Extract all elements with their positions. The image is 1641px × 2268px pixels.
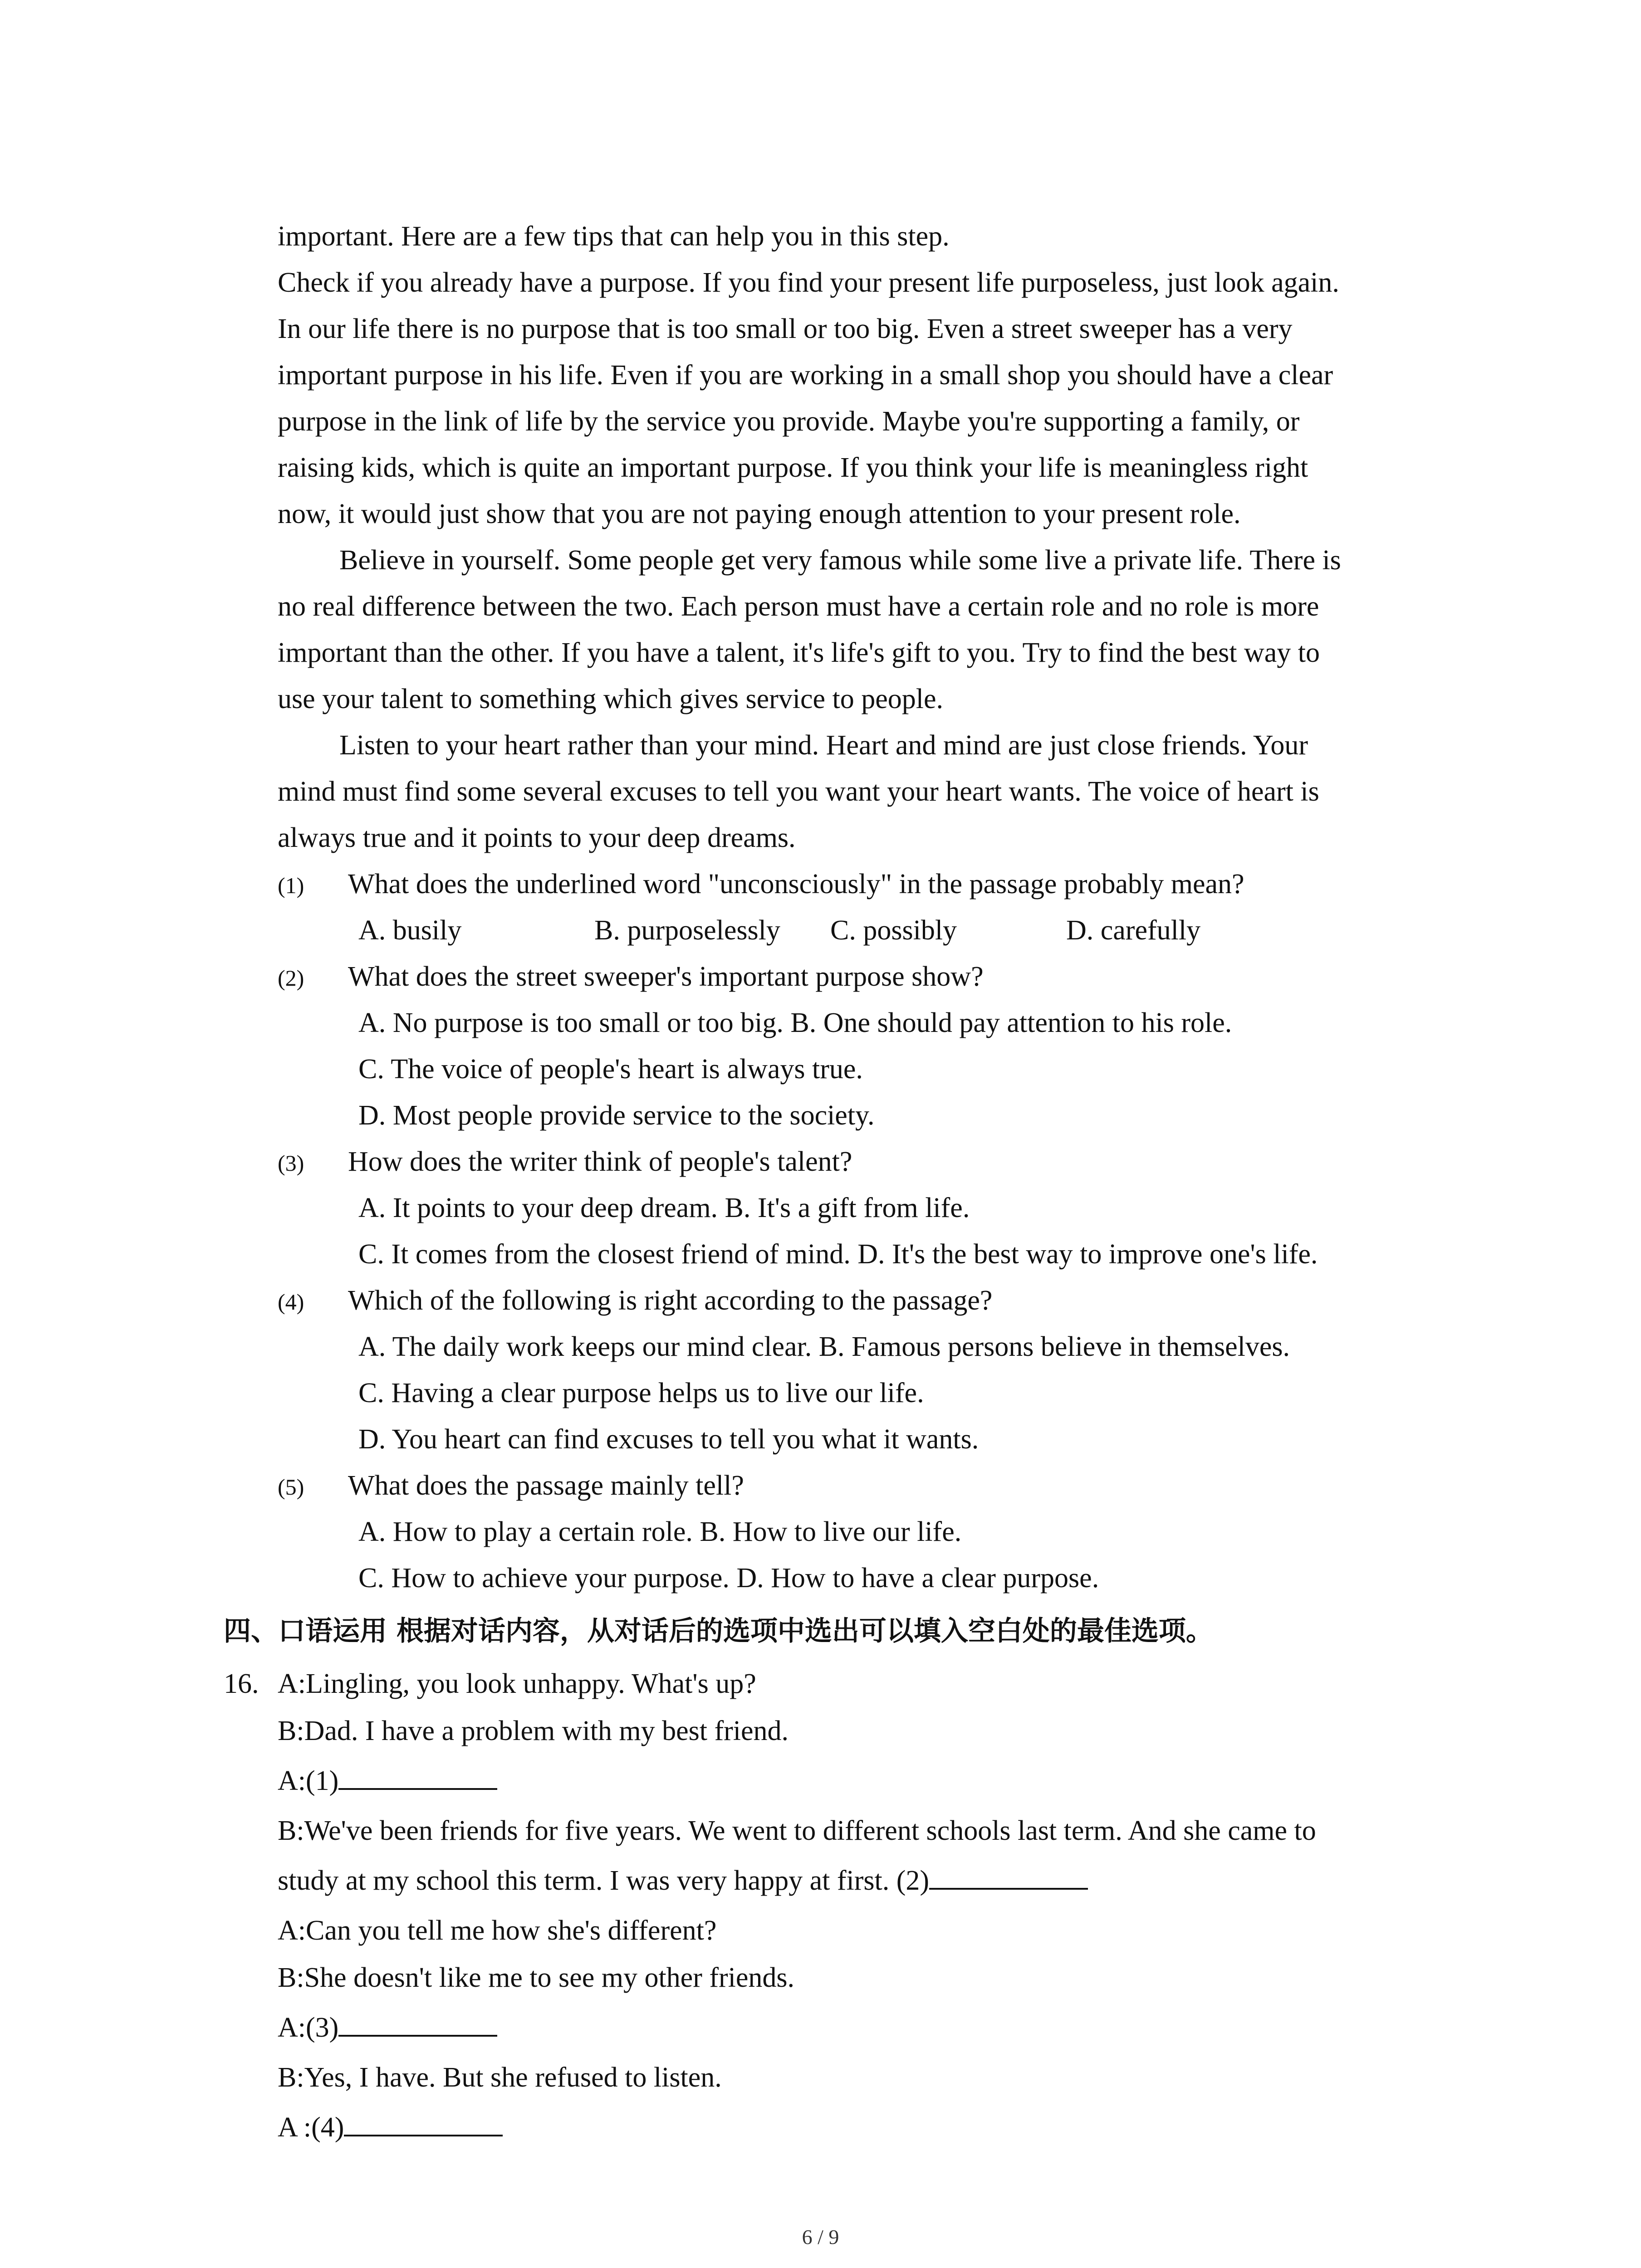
question-text: How does the writer think of people's talent?	[348, 1146, 852, 1177]
dialog-text: A:(1)	[278, 1765, 339, 1796]
passage-line: use your talent to something which gives service to people.	[278, 684, 943, 714]
passage-line: raising kids, which is quite an important purpose. If you think your life is meaningless right	[278, 452, 1308, 483]
dialog-line	[224, 2001, 1316, 2054]
dialog-text: B:Yes, I have. But she refused to listen.	[278, 2062, 722, 2093]
question-text: Which of the following is right according to the passage?	[348, 1285, 993, 1316]
answer-option-line[interactable]: C. Having a clear purpose helps us to live our life.	[358, 1378, 924, 1408]
question-number: (3)	[278, 1150, 304, 1176]
question-number: (1)	[278, 873, 304, 898]
question-text: What does the underlined word "unconsciously" in the passage probably mean?	[348, 869, 1244, 899]
passage-line: important purpose in his life. Even if you are working in a small shop you should have a clear	[278, 360, 1333, 391]
dialog-line	[224, 1854, 1316, 1907]
question-text: What does the street sweeper's important purpose show?	[348, 961, 984, 992]
page-number: 6 / 9	[802, 2225, 839, 2248]
passage-line: now, it would just show that you are not paying enough attention to your present role.	[278, 499, 1241, 529]
passage-line: purpose in the link of life by the service you provide. Maybe you're supporting a family, or	[278, 406, 1300, 437]
option-row	[358, 907, 1457, 953]
dialog-text: study at my school this term. I was very happy at first. (2)	[278, 1865, 930, 1896]
question-stem	[278, 953, 1457, 1000]
dialog-line	[224, 1807, 1316, 1854]
question-item	[278, 1139, 1457, 1277]
dialog-line	[224, 2101, 1316, 2154]
passage-line: Check if you already have a purpose. If you find your present life purposeless, just look again.	[278, 267, 1339, 298]
question-item	[278, 953, 1457, 1139]
answer-option-line[interactable]: A. How to play a certain role. B. How to live our life.	[358, 1516, 962, 1547]
dialog-text: B:Dad. I have a problem with my best friend.	[278, 1716, 789, 1746]
answer-options	[278, 1324, 1457, 1462]
question-stem	[278, 1139, 1457, 1185]
question-number: (2)	[278, 965, 304, 991]
answer-blank[interactable]	[338, 1764, 497, 1790]
answer-option[interactable]: D. carefully	[1066, 915, 1201, 946]
question-item	[278, 1462, 1457, 1601]
passage-line: important. Here are a few tips that can help you in this step.	[278, 221, 950, 252]
answer-options	[278, 1000, 1457, 1139]
passage-line: mind must find some several excuses to tell you want your heart wants. The voice of heart is	[278, 776, 1319, 807]
question-item	[278, 1277, 1457, 1462]
answer-option-line[interactable]: A. It points to your deep dream. B. It's a gift from life.	[358, 1193, 970, 1223]
dialog-text: B:She doesn't like me to see my other friends.	[278, 1962, 795, 1993]
question-number: (5)	[278, 1474, 304, 1500]
passage-line: important than the other. If you have a talent, it's life's gift to you. Try to find the best way to	[278, 637, 1320, 668]
dialog-line	[224, 2054, 1316, 2101]
dialog-line	[224, 1660, 1316, 1707]
reading-passage	[278, 213, 1457, 861]
answer-options	[278, 907, 1457, 953]
section-heading: 四、口语运用 根据对话内容，从对话后的选项中选出可以填入空白处的最佳选项。	[224, 1615, 1213, 1647]
dialog-text: A:Lingling, you look unhappy. What's up?	[278, 1668, 756, 1699]
answer-blank[interactable]	[338, 2010, 497, 2037]
answer-option-line[interactable]: C. It comes from the closest friend of mind. D. It's the best way to improve one's life.	[358, 1239, 1318, 1270]
answer-option-line[interactable]: D. Most people provide service to the society.	[358, 1100, 875, 1131]
question-stem	[278, 861, 1457, 907]
answer-option[interactable]: B. purposelessly	[594, 915, 780, 946]
question-number: 16.	[224, 1668, 259, 1699]
question-text: What does the passage mainly tell?	[348, 1470, 744, 1501]
dialog-text: A:Can you tell me how she's different?	[278, 1915, 717, 1946]
dialog-line	[224, 1907, 1316, 1954]
question-item	[278, 861, 1457, 953]
question-number: (4)	[278, 1289, 304, 1315]
dialog-line	[224, 1755, 1316, 1807]
passage-line: Believe in yourself. Some people get very famous while some live a private life. There is	[339, 545, 1341, 576]
answer-option[interactable]: C. possibly	[830, 915, 957, 946]
answer-option-line[interactable]: C. How to achieve your purpose. D. How to have a clear purpose.	[358, 1563, 1099, 1593]
passage-line: no real difference between the two. Each person must have a certain role and no role is more	[278, 591, 1319, 622]
answer-options	[278, 1509, 1457, 1601]
answer-option-line[interactable]: A. The daily work keeps our mind clear. B. Famous persons believe in themselves.	[358, 1331, 1290, 1362]
question-stem	[278, 1462, 1457, 1509]
dialog-question	[224, 1660, 1316, 2154]
passage-line: Listen to your heart rather than your mind. Heart and mind are just close friends. Your	[339, 730, 1308, 761]
reading-passage-section	[278, 213, 1457, 1601]
answer-option-line[interactable]: C. The voice of people's heart is always true.	[358, 1054, 863, 1085]
answer-blank[interactable]	[929, 1863, 1088, 1890]
passage-line: always true and it points to your deep dreams.	[278, 822, 796, 853]
dialog-text: A :(4)	[278, 2112, 344, 2143]
answer-option-line[interactable]: A. No purpose is too small or too big. B. One should pay attention to his role.	[358, 1007, 1232, 1038]
dialog-line	[224, 1954, 1316, 2001]
answer-option[interactable]: A. busily	[358, 915, 462, 946]
question-list	[278, 861, 1457, 1601]
question-stem	[278, 1277, 1457, 1324]
answer-blank[interactable]	[344, 2110, 503, 2136]
dialog-line	[224, 1707, 1316, 1755]
answer-options	[278, 1185, 1457, 1277]
answer-option-line[interactable]: D. You heart can find excuses to tell you what it wants.	[358, 1424, 979, 1455]
passage-line: In our life there is no purpose that is too small or too big. Even a street sweeper has a very	[278, 313, 1293, 344]
dialog-text: B:We've been friends for five years. We went to different schools last term. And she came to	[278, 1815, 1316, 1846]
dialog-text: A:(3)	[278, 2012, 339, 2043]
